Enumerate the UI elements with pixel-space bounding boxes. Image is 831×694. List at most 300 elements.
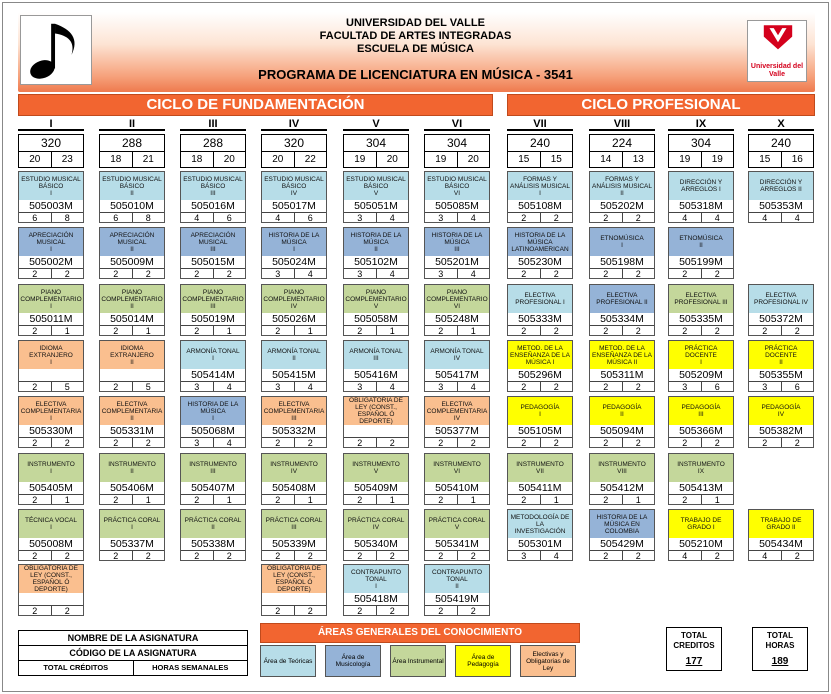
course-card[interactable] <box>261 340 327 392</box>
course-credits: 4 <box>181 213 214 222</box>
course-hours: 6 <box>226 213 232 223</box>
course-credits: 3 <box>669 382 702 391</box>
course-code: 505198M <box>590 256 654 268</box>
course-credits: 3 <box>508 551 541 560</box>
course-credits: 2 <box>262 438 295 447</box>
semester-number: V <box>343 118 409 131</box>
course-card[interactable] <box>589 453 655 505</box>
course-card[interactable] <box>589 340 655 392</box>
course-card[interactable] <box>261 227 327 279</box>
total-credits-box <box>666 627 722 671</box>
course-card[interactable] <box>424 171 490 223</box>
course-credits: 2 <box>262 606 295 615</box>
course-code: 505248M <box>425 313 489 325</box>
semester-credits: 20 <box>262 152 295 167</box>
course-hours: 1 <box>470 326 476 336</box>
course-code: 505199M <box>669 256 733 268</box>
course-credits: 6 <box>19 213 52 222</box>
course-card[interactable] <box>18 453 84 505</box>
course-code: 505413M <box>669 482 733 494</box>
course-name: HISTORIA DE LA MÚSICA II <box>344 228 408 256</box>
course-credits: 2 <box>19 382 52 391</box>
course-name: APRECIACIÓN MUSICAL II <box>100 228 164 256</box>
course-hours: 2 <box>714 326 720 336</box>
course-credits: 3 <box>425 269 458 278</box>
course-card[interactable] <box>589 396 655 448</box>
course-hours: 2 <box>714 438 720 448</box>
course-name: ELECTIVA PROFESIONAL III <box>669 285 733 313</box>
course-credits: 2 <box>100 269 133 278</box>
course-card[interactable] <box>589 171 655 223</box>
course-code: 505024M <box>262 256 326 268</box>
course-card[interactable] <box>18 227 84 279</box>
semester-7 <box>507 118 573 165</box>
course-hours: 2 <box>553 438 559 448</box>
course-code: 505230M <box>508 256 572 268</box>
course-name: PRÁCTICA CORAL III <box>262 510 326 538</box>
semester-2 <box>99 118 165 165</box>
course-card[interactable] <box>424 227 490 279</box>
semester-hours: 304 <box>669 135 733 152</box>
course-card[interactable] <box>668 453 734 505</box>
course-hours: 2 <box>470 551 476 561</box>
course-hours: 6 <box>714 382 720 392</box>
course-code: 505335M <box>669 313 733 325</box>
course-card[interactable] <box>261 171 327 223</box>
course-credits: 2 <box>100 438 133 447</box>
course-hours: 4 <box>226 438 232 448</box>
course-hours: 1 <box>64 495 70 505</box>
course-hours: 2 <box>635 326 641 336</box>
course-code: 505332M <box>262 425 326 437</box>
course-code: 505015M <box>181 256 245 268</box>
course-credits: 2 <box>19 269 52 278</box>
course-name: OBLIGATORIA DE LEY (CONST., ESPAÑOL Ó DEPORTE) <box>19 565 83 593</box>
course-code: 505068M <box>181 425 245 437</box>
semester-weekly-hours: 20 <box>467 154 479 165</box>
course-code <box>19 593 83 605</box>
course-card[interactable] <box>748 340 814 392</box>
course-card[interactable] <box>18 340 84 392</box>
course-name: ESTUDIO MUSICAL BÁSICO VI <box>425 172 489 200</box>
course-code: 505366M <box>669 425 733 437</box>
course-name: ELECTIVA PROFESIONAL II <box>590 285 654 313</box>
course-hours: 5 <box>145 382 151 392</box>
course-name: ARMONÍA TONAL IV <box>425 341 489 369</box>
course-card[interactable] <box>589 227 655 279</box>
course-card[interactable] <box>180 453 246 505</box>
course-card[interactable] <box>748 396 814 448</box>
course-name: ESTUDIO MUSICAL BÁSICO IV <box>262 172 326 200</box>
course-card[interactable] <box>261 284 327 336</box>
course-hours: 2 <box>307 606 313 616</box>
course-name: INSTRUMENTO IV <box>262 454 326 482</box>
course-card[interactable] <box>99 171 165 223</box>
course-name: ESTUDIO MUSICAL BÁSICO II <box>100 172 164 200</box>
course-credits: 2 <box>181 551 214 560</box>
total-hours-box <box>752 627 808 671</box>
course-name: PIANO COMPLEMENTARIO IV <box>262 285 326 313</box>
course-code: 505353M <box>749 200 813 212</box>
course-code: 505017M <box>262 200 326 212</box>
course-card[interactable] <box>343 396 409 448</box>
legend-course-code: CÓDIGO DE LA ASIGNATURA <box>19 646 247 661</box>
course-card[interactable] <box>748 509 814 561</box>
course-hours: 2 <box>64 606 70 616</box>
course-card[interactable] <box>424 453 490 505</box>
legend-course-name: NOMBRE DE LA ASIGNATURA <box>19 631 247 646</box>
semester-number: II <box>99 118 165 131</box>
course-hours: 4 <box>389 269 395 279</box>
course-credits: 2 <box>262 551 295 560</box>
faculty-name: FACULTAD DE ARTES INTEGRADAS <box>319 30 512 42</box>
course-name: INSTRUMENTO VII <box>508 454 572 482</box>
course-name: PIANO COMPLEMENTARIO V <box>344 285 408 313</box>
course-credits: 2 <box>262 495 295 504</box>
course-credits: 2 <box>508 382 541 391</box>
course-card[interactable] <box>18 171 84 223</box>
course-card[interactable] <box>99 284 165 336</box>
course-card[interactable] <box>180 396 246 448</box>
course-hours: 4 <box>794 213 800 223</box>
course-card[interactable] <box>18 509 84 561</box>
course-code: 505014M <box>100 313 164 325</box>
course-card[interactable] <box>343 284 409 336</box>
course-credits: 3 <box>262 382 295 391</box>
course-card[interactable] <box>507 396 573 448</box>
course-code: 505429M <box>590 538 654 550</box>
course-credits: 6 <box>100 213 133 222</box>
course-card[interactable] <box>748 284 814 336</box>
course-name: PIANO COMPLEMENTARIO VI <box>425 285 489 313</box>
course-name: DIRECCIÓN Y ARREGLOS I <box>669 172 733 200</box>
school-name: ESCUELA DE MÚSICA <box>357 43 474 55</box>
course-credits: 3 <box>749 382 782 391</box>
semester-number: VIII <box>589 118 655 131</box>
course-credits: 2 <box>344 606 377 615</box>
course-card[interactable] <box>180 171 246 223</box>
course-card[interactable] <box>668 171 734 223</box>
course-hours: 2 <box>307 551 313 561</box>
course-name: PRÁCTICA CORAL IV <box>344 510 408 538</box>
course-hours: 2 <box>635 382 641 392</box>
course-credits: 2 <box>100 551 133 560</box>
course-card[interactable] <box>748 171 814 223</box>
course-card[interactable] <box>507 340 573 392</box>
course-hours: 2 <box>794 326 800 336</box>
semester-hours: 288 <box>181 135 245 152</box>
course-credits: 2 <box>425 551 458 560</box>
course-hours: 2 <box>389 438 395 448</box>
ciclo-profesional-bar: CICLO PROFESIONAL <box>507 94 815 116</box>
semester-hours: 240 <box>508 135 572 152</box>
course-code: 505108M <box>508 200 572 212</box>
legend-credits: TOTAL CRÉDITOS <box>19 661 134 675</box>
course-card[interactable] <box>668 340 734 392</box>
course-code: 505105M <box>508 425 572 437</box>
course-credits: 2 <box>100 326 133 335</box>
semester-number: VI <box>424 118 490 131</box>
course-code <box>344 425 408 437</box>
course-hours: 1 <box>145 326 151 336</box>
semester-summary <box>668 134 734 168</box>
course-hours: 4 <box>226 382 232 392</box>
course-credits: 2 <box>19 438 52 447</box>
course-credits: 2 <box>344 326 377 335</box>
course-code: 505408M <box>262 482 326 494</box>
course-card[interactable] <box>424 509 490 561</box>
course-hours: 2 <box>389 551 395 561</box>
course-code: 505026M <box>262 313 326 325</box>
course-credits: 2 <box>508 213 541 222</box>
semester-hours: 288 <box>100 135 164 152</box>
course-name: INSTRUMENTO I <box>19 454 83 482</box>
course-credits: 2 <box>425 438 458 447</box>
course-code: 505340M <box>344 538 408 550</box>
university-name: UNIVERSIDAD DEL VALLE <box>346 17 485 29</box>
course-card[interactable] <box>343 227 409 279</box>
course-hours: 2 <box>635 438 641 448</box>
course-code: 505409M <box>344 482 408 494</box>
course-card[interactable] <box>424 564 490 616</box>
course-card[interactable] <box>180 284 246 336</box>
semester-hours: 304 <box>425 135 489 152</box>
course-code: 505405M <box>19 482 83 494</box>
course-card[interactable] <box>180 227 246 279</box>
semester-number: X <box>748 118 814 131</box>
course-credits: 2 <box>669 269 702 278</box>
course-card[interactable] <box>99 340 165 392</box>
course-code: 505339M <box>262 538 326 550</box>
semester-summary <box>261 134 327 168</box>
course-hours: 2 <box>794 438 800 448</box>
course-card[interactable] <box>99 396 165 448</box>
course-name: INSTRUMENTO VI <box>425 454 489 482</box>
course-card[interactable] <box>507 171 573 223</box>
semester-credits: 19 <box>669 152 702 167</box>
course-hours: 2 <box>64 438 70 448</box>
course-code: 505434M <box>749 538 813 550</box>
total-hours-label: TOTAL HORAS <box>765 631 795 650</box>
course-card[interactable] <box>668 227 734 279</box>
semester-number: I <box>18 118 84 131</box>
course-code: 505406M <box>100 482 164 494</box>
course-hours: 2 <box>635 551 641 561</box>
course-code: 505382M <box>749 425 813 437</box>
course-card[interactable] <box>424 340 490 392</box>
course-hours: 2 <box>307 438 313 448</box>
semester-number: III <box>180 118 246 131</box>
course-card[interactable] <box>261 564 327 616</box>
course-code: 505338M <box>181 538 245 550</box>
semester-weekly-hours: 21 <box>142 154 154 165</box>
course-credits: 4 <box>669 213 702 222</box>
course-hours: 2 <box>553 269 559 279</box>
course-hours: 2 <box>226 551 232 561</box>
semester-summary <box>343 134 409 168</box>
course-name: ESTUDIO MUSICAL BÁSICO I <box>19 172 83 200</box>
semester-8 <box>589 118 655 165</box>
semester-weekly-hours: 22 <box>304 154 316 165</box>
area-chip-ped: Área de Pedagogía <box>455 645 511 677</box>
course-card[interactable] <box>343 509 409 561</box>
course-credits: 4 <box>262 213 295 222</box>
course-name: ETNOMÚSICA II <box>669 228 733 256</box>
semester-credits: 18 <box>181 152 214 167</box>
course-card[interactable] <box>99 453 165 505</box>
course-code: 505412M <box>590 482 654 494</box>
course-name: METODOLOGÍA DE LA INVESTIGACIÓN <box>508 510 572 538</box>
course-name: APRECIACIÓN MUSICAL I <box>19 228 83 256</box>
course-code: 505410M <box>425 482 489 494</box>
course-name: OBLIGATORIA DE LEY (CONST., ESPAÑOL Ó DEPORTE) <box>262 565 326 593</box>
course-card[interactable] <box>589 284 655 336</box>
course-code <box>100 369 164 381</box>
course-hours: 1 <box>389 326 395 336</box>
semester-summary <box>748 134 814 168</box>
course-name: ELECTIVA COMPLEMENTARIA I <box>19 397 83 425</box>
program-title: PROGRAMA DE LICENCIATURA EN MÚSICA - 3541 <box>258 67 573 82</box>
course-card[interactable] <box>180 340 246 392</box>
course-card[interactable] <box>18 564 84 616</box>
course-card[interactable] <box>343 171 409 223</box>
course-hours: 1 <box>226 495 232 505</box>
course-card[interactable] <box>507 453 573 505</box>
course-name: INSTRUMENTO III <box>181 454 245 482</box>
course-credits: 2 <box>590 213 623 222</box>
course-credits: 3 <box>344 382 377 391</box>
course-credits: 2 <box>181 495 214 504</box>
course-card[interactable] <box>424 284 490 336</box>
course-card[interactable] <box>343 453 409 505</box>
course-credits: 2 <box>749 326 782 335</box>
course-card[interactable] <box>668 396 734 448</box>
course-hours: 5 <box>64 382 70 392</box>
course-hours: 8 <box>145 213 151 223</box>
course-code: 505008M <box>19 538 83 550</box>
course-card[interactable] <box>18 396 84 448</box>
course-name: OBLIGATORIA DE LEY (CONST., ESPAÑOL Ó DEPORTE) <box>344 397 408 425</box>
course-code: 505355M <box>749 369 813 381</box>
semester-number: IX <box>668 118 734 131</box>
course-name: ELECTIVA COMPLEMENTARIA IV <box>425 397 489 425</box>
course-hours: 4 <box>470 213 476 223</box>
course-code: 505416M <box>344 369 408 381</box>
course-card[interactable] <box>668 284 734 336</box>
course-card[interactable] <box>99 509 165 561</box>
course-credits: 3 <box>181 438 214 447</box>
course-name: PRÁCTICA CORAL V <box>425 510 489 538</box>
course-hours: 4 <box>307 382 313 392</box>
course-name: INSTRUMENTO II <box>100 454 164 482</box>
course-hours: 1 <box>307 326 313 336</box>
course-code: 505414M <box>181 369 245 381</box>
course-credits: 2 <box>590 382 623 391</box>
semester-summary <box>424 134 490 168</box>
course-card[interactable] <box>343 564 409 616</box>
course-hours: 2 <box>794 551 800 561</box>
course-name: INSTRUMENTO V <box>344 454 408 482</box>
course-credits: 3 <box>344 269 377 278</box>
course-code: 505085M <box>425 200 489 212</box>
course-name: PEDAGOGÍA II <box>590 397 654 425</box>
course-name: ELECTIVA COMPLEMENTARIA III <box>262 397 326 425</box>
course-card[interactable] <box>99 227 165 279</box>
course-hours: 2 <box>553 213 559 223</box>
course-hours: 2 <box>145 269 151 279</box>
course-name: HISTORIA DE LA MÚSICA III <box>425 228 489 256</box>
course-card[interactable] <box>343 340 409 392</box>
course-card[interactable] <box>261 453 327 505</box>
course-card[interactable] <box>424 396 490 448</box>
area-chip-ins: Área Instrumental <box>390 645 446 677</box>
total-hours-value: 189 <box>771 656 789 667</box>
course-name: PRÁCTICA DOCENTE I <box>669 341 733 369</box>
legend-hours: HORAS SEMANALES <box>152 663 229 672</box>
course-hours: 2 <box>470 438 476 448</box>
course-credits: 2 <box>181 326 214 335</box>
semester-credits: 15 <box>508 152 541 167</box>
course-credits: 2 <box>19 326 52 335</box>
course-code: 505011M <box>19 313 83 325</box>
course-hours: 2 <box>64 551 70 561</box>
course-hours: 4 <box>470 269 476 279</box>
course-card[interactable] <box>589 509 655 561</box>
course-credits: 2 <box>590 495 623 504</box>
semester-10 <box>748 118 814 165</box>
course-hours: 2 <box>714 269 720 279</box>
course-credits: 2 <box>100 495 133 504</box>
course-credits: 4 <box>749 551 782 560</box>
course-code: 505301M <box>508 538 572 550</box>
semester-5 <box>343 118 409 165</box>
course-credits: 2 <box>749 438 782 447</box>
course-card[interactable] <box>668 509 734 561</box>
course-hours: 4 <box>307 269 313 279</box>
course-name: ESTUDIO MUSICAL BÁSICO III <box>181 172 245 200</box>
course-credits: 2 <box>262 326 295 335</box>
course-name: HISTORIA DE LA MÚSICA LATINOAMERICAN <box>508 228 572 256</box>
course-name: INSTRUMENTO VIII <box>590 454 654 482</box>
course-credits: 2 <box>669 438 702 447</box>
semester-summary <box>180 134 246 168</box>
course-name: IDIOMA EXTRANJERO II <box>100 341 164 369</box>
course-hours: 6 <box>307 213 313 223</box>
course-card[interactable] <box>507 509 573 561</box>
course-card[interactable] <box>180 509 246 561</box>
course-name: ETNOMÚSICA I <box>590 228 654 256</box>
course-name: PIANO COMPLEMENTARIO III <box>181 285 245 313</box>
course-credits: 3 <box>344 213 377 222</box>
course-name: INSTRUMENTO IX <box>669 454 733 482</box>
course-name: PEDAGOGÍA I <box>508 397 572 425</box>
course-card[interactable] <box>261 509 327 561</box>
course-name: ELECTIVA COMPLEMENTARIA II <box>100 397 164 425</box>
course-name: FORMAS Y ANÁLISIS MUSICAL I <box>508 172 572 200</box>
card-legend <box>18 630 248 676</box>
course-code: 505331M <box>100 425 164 437</box>
course-name: CONTRAPUNTO TONAL II <box>425 565 489 593</box>
course-card[interactable] <box>507 227 573 279</box>
semester-hours: 240 <box>749 135 813 152</box>
course-credits: 2 <box>590 551 623 560</box>
logo-label: Universidad del Valle <box>750 63 804 78</box>
course-code: 505372M <box>749 313 813 325</box>
course-card[interactable] <box>18 284 84 336</box>
course-card[interactable] <box>507 284 573 336</box>
course-credits: 2 <box>508 495 541 504</box>
course-card[interactable] <box>261 396 327 448</box>
